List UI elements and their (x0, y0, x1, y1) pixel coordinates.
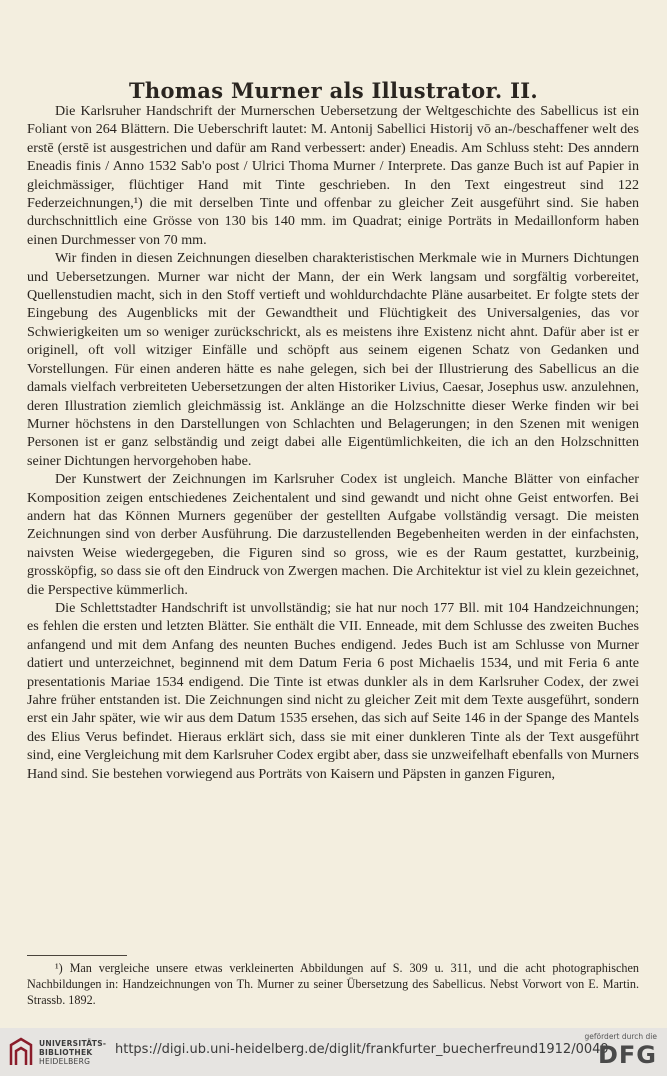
viewer-footer (0, 1028, 667, 1076)
paragraph-4: Die Schlettstadter Handschrift ist unvollständig; sie hat nur noch 177 Bll. mit 104 Handzeichnungen; es fehlen die ersten und letzten Blätter. Sie enthält die VII. Enneade, mit dem Schlusse des zweiten Buches anfangend und mit dem Anfang des neunten Buches endigend. Jedes Buch ist am Schlusse von Murner datiert und unterzeichnet, beginnend mit dem Datum Feria 6 post Michaelis 1534, und mit Feria 6 ante presentationis Mariae 1534 endigend. Die Tinte ist etwas dunkler als in dem Karlsruher Codex, der zwei Jahre früher entstanden ist. Die Zeichnungen sind nicht zu gleicher Zeit mit dem Texte ausgeführt, sondern erst ein Jahr später, wie wir aus dem Datum 1535 ersehen, das sich auf Seite 146 in der Spange des Mantels des Elius Verus befindet. Hieraus erklärt sich, dass sie mit einer dunkleren Tinte als der Text ausgeführt sind, eine Vergleichung mit dem Karlsruher Codex ergibt aber, dass sie unzweifelhaft ebenfalls von Murners Hand sind. Sie bestehen vorwiegend aus Porträts von Kaisern und Päpsten in ganzen Figuren, (27, 599, 639, 782)
dfg-label: DFG (597, 1041, 657, 1069)
paragraph-3: Der Kunstwert der Zeichnungen im Karlsruher Codex ist ungleich. Manche Blätter von einfacher Komposition zeigen entschiedenes Zeichentalent und sind gewandt und nicht ohne Geist entworfen. Bei andern hat das Können Murners gegenüber der gestellten Aufgabe vollständig versagt. Die meisten Zeichnungen sind von derber Ausführung. Die darzustellenden Begebenheiten werden in der einfachsten, naivsten Weise wiedergegeben, die Figuren sind so gross, wie es der Raum gestattet, kurzbeinig, grossköpfig, so dass sie oft den Eindruck von Zwergen machen. Die Architektur ist viel zu klein gezeichnet, die Perspective kümmerlich. (27, 471, 639, 598)
university-library-logo[interactable] (8, 1034, 106, 1070)
footnote-divider (27, 955, 127, 956)
article-title: Thomas Murner als Illustrator. II. (128, 78, 539, 103)
article-body (27, 102, 639, 783)
paragraph-2: Wir finden in diesen Zeichnungen dieselben charakteristischen Merkmale wie in Murners Dichtungen und Uebersetzungen. Murner war nicht der Mann, der ein Werk langsam und sorgfältig vorbereitet, Quellenstudien macht, sich in den Stoff vertieft und wohldurchdachte Pläne ausarbeitet. Er folgte stets der Eingebung des Augenblicks mit der Gewandtheit und Flüchtigkeit des Universalgenies, das vor Schwierigkeiten um so weniger zurückschrickt, als es meistens ihre Existenz nicht ahnt. Dafür aber ist er originell, oft voll witziger Einfälle und schöpft aus seinem eigenen Schatz von Gedanken und Vorstellungen. Für einen anderen hätte es nahe gelegen, sich bei der Illustrierung des Sabellicus an die damals vielfach verbreiteten Uebersetzungen der alten Historiker Livius, Caesar, Josephus usw. anzulehnen, deren Illustration ziemlich gleichmässig ist. Anklänge an die Holzschnitte dieser Werke finden wir bei Murner höchstens in den Darstellungen von Schlachten und Belagerungen; in den Szenen mit wenigen Personen ist er ganz selbständig und zeigt dabei alle Eigentümlichkeiten, die ich an den Holzschnitten seiner Dichtungen hervorgehoben habe. (27, 250, 639, 469)
page-url-link[interactable]: https://digi.ub.uni-heidelberg.de/diglit/frankfurter_buecherfreund1912/0049 (115, 1042, 609, 1057)
paragraph-1: Die Karlsruher Handschrift der Murnerschen Uebersetzung der Weltgeschichte des Sabellicus ist ein Foliant von 264 Blättern. Die Ueberschrift lautet: M. Antonij Sabellici Historij vō an-/beschaffener welt des erstē (erstē ist ausgestrichen und dafür am Rand verbessert: ander) Eneadis. Am Schluss steht: Des anndern Eneadis finis / Anno 1532 Sab'o post / Ulrici Thoma Murner / Interprete. Das ganze Buch ist auf Papier in gleichmässiger, flüchtiger Hand mit Tinte geschrieben. In den Text eingestreut sind 122 Federzeichnungen,¹) die mit derselben Tinte und offenbar zu gleicher Zeit ausgeführt sind. Sie haben durchschnittlich eine Grösse von 130 bis 140 mm. im Quadrat; einige Porträts in Medaillonform haben einen Durchmesser von 70 mm. (27, 103, 639, 248)
library-name: UNIVERSITÄTS- BIBLIOTHEK HEIDELBERG (39, 1038, 107, 1066)
library-crest-icon (8, 1037, 34, 1067)
dfg-logo[interactable] (585, 1032, 658, 1068)
footnote: ¹) Man vergleiche unsere etwas verkleinerten Abbildungen auf S. 309 u. 311, und die acht photographischen Nachbildungen in: Handzeichnungen von Th. Murner zu seiner Übersetzung des Sabellicus. Nebst Vorwort von E. Martin. Strassb. 1892. (27, 961, 639, 1008)
funded-by-label: gefördert durch die (584, 1032, 657, 1041)
